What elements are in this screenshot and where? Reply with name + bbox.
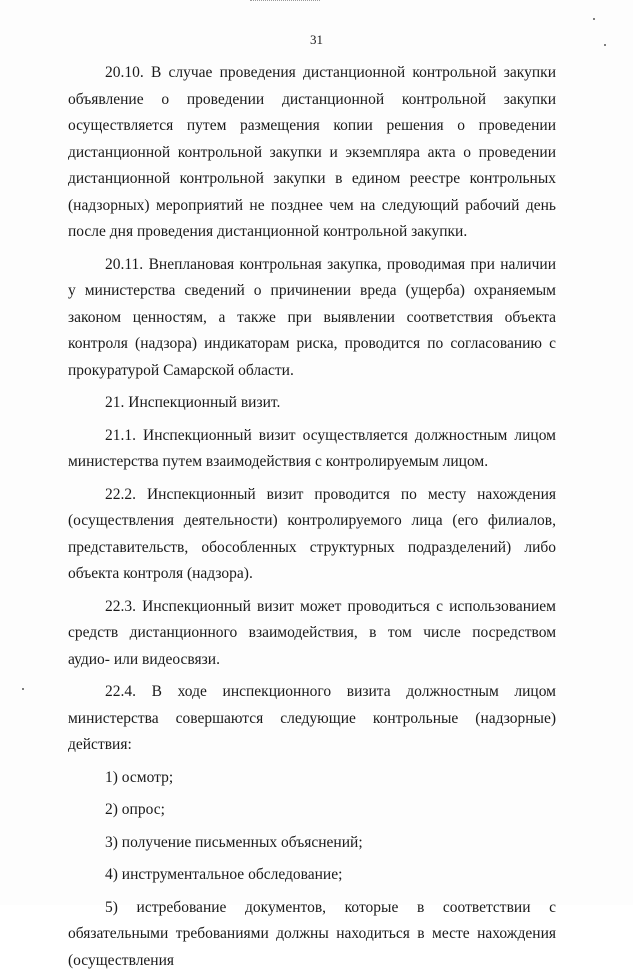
paragraph-22-2: 22.2. Инспекционный визит проводится по месту нахождения (осуществления деятельности) контролируемого лица (его филиалов, представительств, обособленных структурных подразделений) либо объекта контроля (надзора). xyxy=(68,485,556,582)
list-item-1: 1) осмотр; xyxy=(105,768,174,786)
scan-speck xyxy=(22,688,24,690)
list-item-3: 3) получение письменных объяснений; xyxy=(105,833,363,851)
paragraph-22-4: 22.4. В ходе инспекционного визита должностным лицом министерства совершаются следующие контрольные (надзорные) действия: xyxy=(68,683,556,753)
document-body xyxy=(68,60,556,980)
list-item-4: 4) инструментальное обследование; xyxy=(105,866,343,883)
page-number: 31 xyxy=(310,32,323,47)
paragraph-20-11: 20.11. Внеплановая контрольная закупка, проводимая при наличии у министерства сведений о причинении вреда (ущерба) охраняемым законом ценностям, а также при выявлении соответствия объекта контроля (надзора) индикаторам риска, проводится по согласованию с прокуратурой Самарской области. xyxy=(68,255,556,379)
paragraph-22-3: 22.3. Инспекционный визит может проводиться с использованием средств дистанционного взаимодействия, в том числе посредством аудио- или видеосвязи. xyxy=(68,597,556,668)
scan-speck xyxy=(593,18,595,20)
paragraph-21-1: 21.1. Инспекционный визит осуществляется должностным лицом министерства путем взаимодействия с контролируемым лицом. xyxy=(68,426,556,470)
paragraph-20-10: 20.10. В случае проведения дистанционной контрольной закупки объявление о проведении дистанционной контрольной закупки осуществляется путем размещения копии решения о проведении дистанционной контрольной закупки и экземпляра акта о проведении дистанционной контрольной закупки в едином реестре контрольных (надзорных) мероприятий не позднее чем на следующий рабочий день после дня проведения дистанционной контрольной закупки. xyxy=(68,64,556,240)
scan-artifact xyxy=(250,0,320,2)
list-item-2: 2) опрос; xyxy=(105,801,165,818)
section-heading-21: 21. Инспекционный визит. xyxy=(105,394,281,411)
list-item-5: 5) истребование документов, которые в соответствии с обязательными требованиями должны находиться в месте нахождения (осуществления xyxy=(68,898,556,969)
